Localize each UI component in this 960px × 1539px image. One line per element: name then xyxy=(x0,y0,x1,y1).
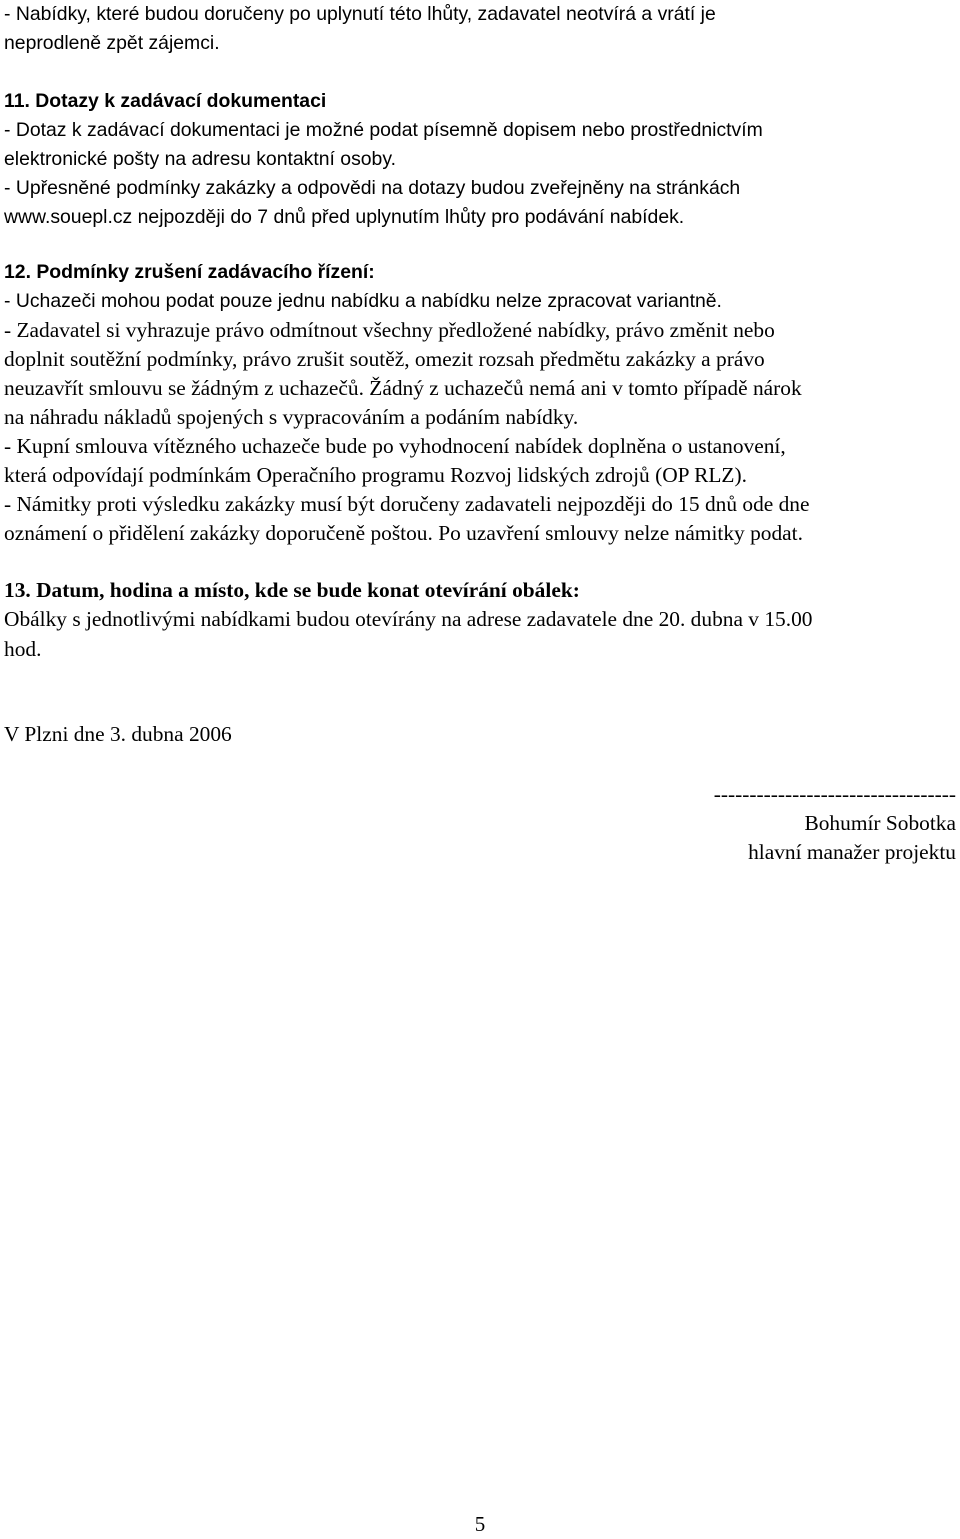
place-and-date: V Plzni dne 3. dubna 2006 xyxy=(4,722,232,746)
paragraph-line: neuzavřít smlouvu se žádným z uchazečů. Žádný z uchazečů nemá ani v tomto případě nárok xyxy=(4,376,802,400)
signatory-role: hlavní manažer projektu xyxy=(748,840,956,864)
section-heading-11: 11. Dotazy k zadávací dokumentaci xyxy=(4,90,327,112)
paragraph-line: na náhradu nákladů spojených s vypracováním a podáním nabídky. xyxy=(4,405,579,429)
signatory-name: Bohumír Sobotka xyxy=(804,811,956,835)
paragraph-line: - Upřesněné podmínky zakázky a odpovědi na dotazy budou zveřejněny na stránkách xyxy=(4,177,741,199)
paragraph-line: - Kupní smlouva vítězného uchazeče bude po vyhodnocení nabídek doplněna o ustanovení, xyxy=(4,434,786,458)
paragraph-line: oznámení o přidělení zakázky doporučeně poštou. Po uzavření smlouvy nelze námitky podat. xyxy=(4,521,803,545)
paragraph-line: - Námitky proti výsledku zakázky musí být doručeny zadavateli nejpozději do 15 dnů ode dne xyxy=(4,492,810,516)
paragraph-line: která odpovídají podmínkám Operačního programu Rozvoj lidských zdrojů (OP RLZ). xyxy=(4,463,747,487)
paragraph-line: neprodleně zpět zájemci. xyxy=(4,32,220,54)
paragraph-line: hod. xyxy=(4,637,42,661)
signature-line: ---------------------------------- xyxy=(713,782,956,806)
paragraph-line: elektronické pošty na adresu kontaktní osoby. xyxy=(4,148,396,170)
paragraph-line: doplnit soutěžní podmínky, právo zrušit soutěž, omezit rozsah předmětu zakázky a právo xyxy=(4,347,765,371)
paragraph-line: - Nabídky, které budou doručeny po uplynutí této lhůty, zadavatel neotvírá a vrátí je xyxy=(4,3,716,25)
paragraph-line: Obálky s jednotlivými nabídkami budou otevírány na adrese zadavatele dne 20. dubna v 15.00 xyxy=(4,607,813,631)
section-heading-13: 13. Datum, hodina a místo, kde se bude konat otevírání obálek: xyxy=(4,578,580,602)
paragraph-line: www.souepl.cz nejpozději do 7 dnů před uplynutím lhůty pro podávání nabídek. xyxy=(4,206,685,228)
page-number: 5 xyxy=(474,1512,486,1536)
paragraph-line: - Uchazeči mohou podat pouze jednu nabídku a nabídku nelze zpracovat variantně. xyxy=(4,290,722,312)
section-heading-12: 12. Podmínky zrušení zadávacího řízení: xyxy=(4,261,375,283)
paragraph-line: - Zadavatel si vyhrazuje právo odmítnout všechny předložené nabídky, právo změnit nebo xyxy=(4,318,775,342)
paragraph-line: - Dotaz k zadávací dokumentaci je možné podat písemně dopisem nebo prostřednictvím xyxy=(4,119,763,141)
